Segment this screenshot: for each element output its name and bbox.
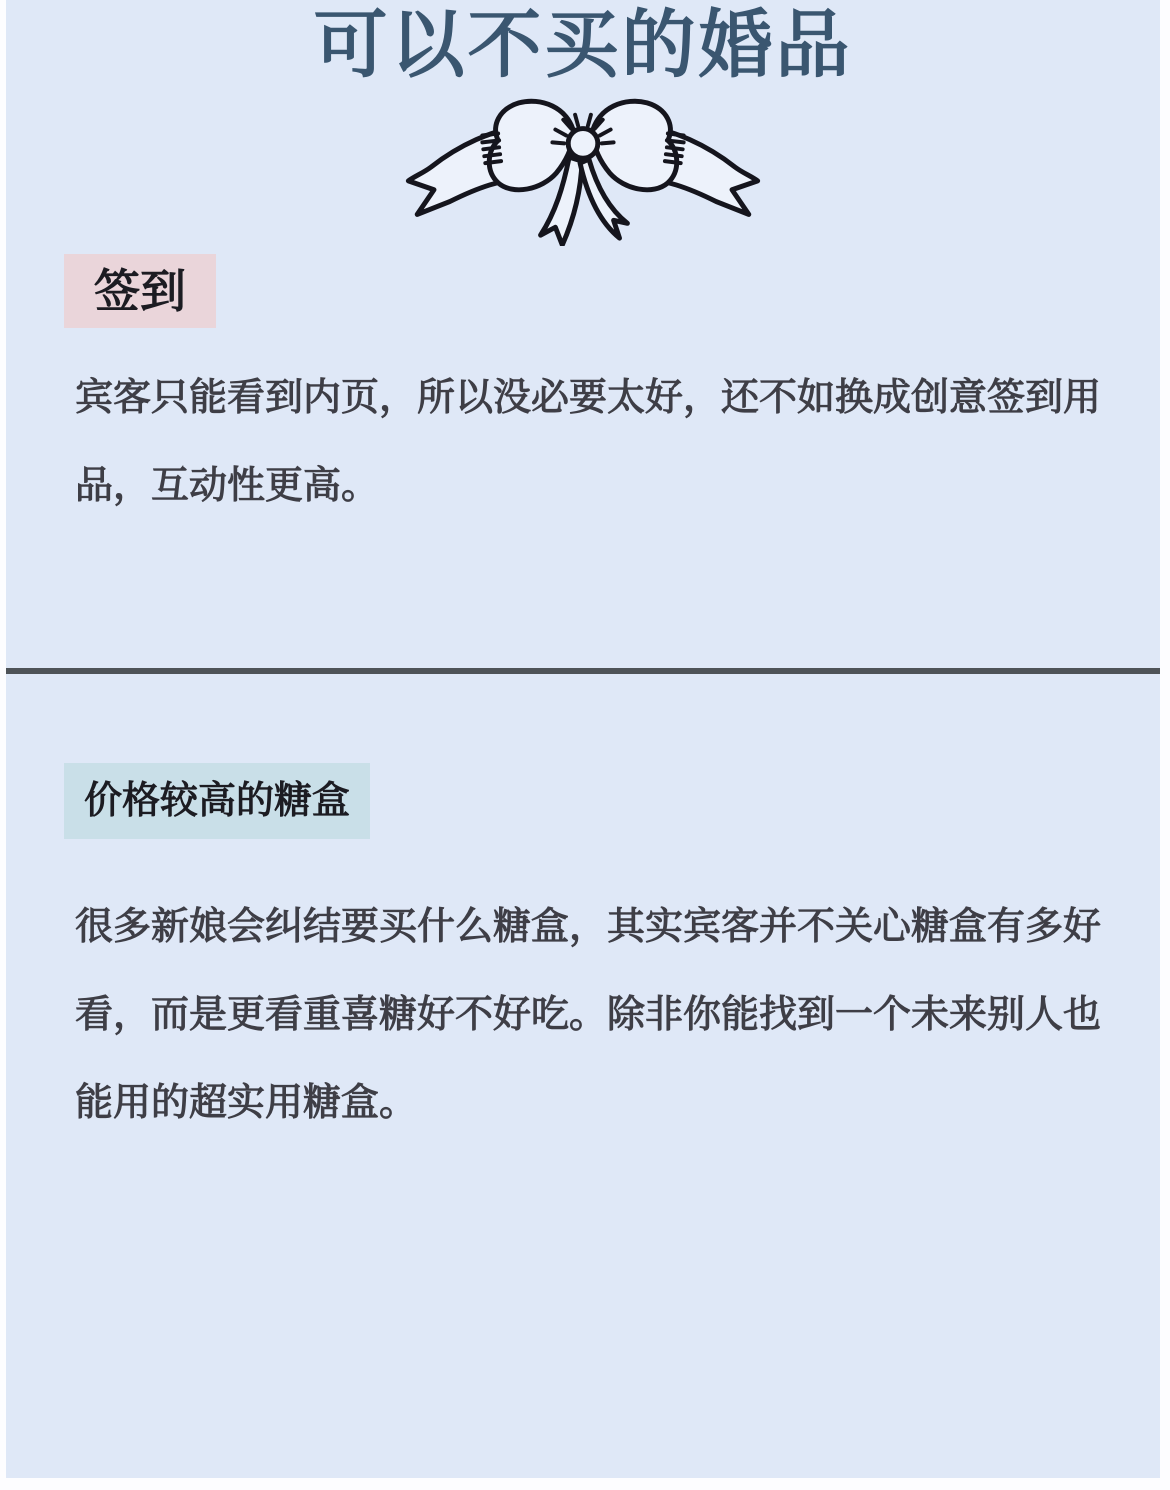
ribbon-bow-icon [395, 96, 771, 246]
section-label-candybox-text: 价格较高的糖盒 [84, 780, 351, 822]
section-label-candybox [64, 763, 370, 839]
section-body-candybox [75, 883, 1160, 1147]
body-line: 品，互动性更高。 [75, 465, 380, 507]
body-line: 能用的超实用糖盒。 [75, 1082, 418, 1124]
body-line: 宾客只能看到内页，所以没必要太好，还不如换成创意签到用 [75, 377, 1102, 419]
section-body-signin [75, 354, 1160, 530]
section-label-signin-text: 签到 [94, 265, 186, 317]
page-title: 可以不买的婚品 [313, 3, 853, 86]
body-line: 看，而是更看重喜糖好不好吃。除非你能找到一个未来别人也 [75, 994, 1102, 1036]
body-line: 很多新娘会纠结要买什么糖盒，其实宾客并不关心糖盒有多好 [75, 906, 1102, 948]
content-canvas [6, 0, 1160, 1478]
section-label-signin [64, 254, 216, 328]
